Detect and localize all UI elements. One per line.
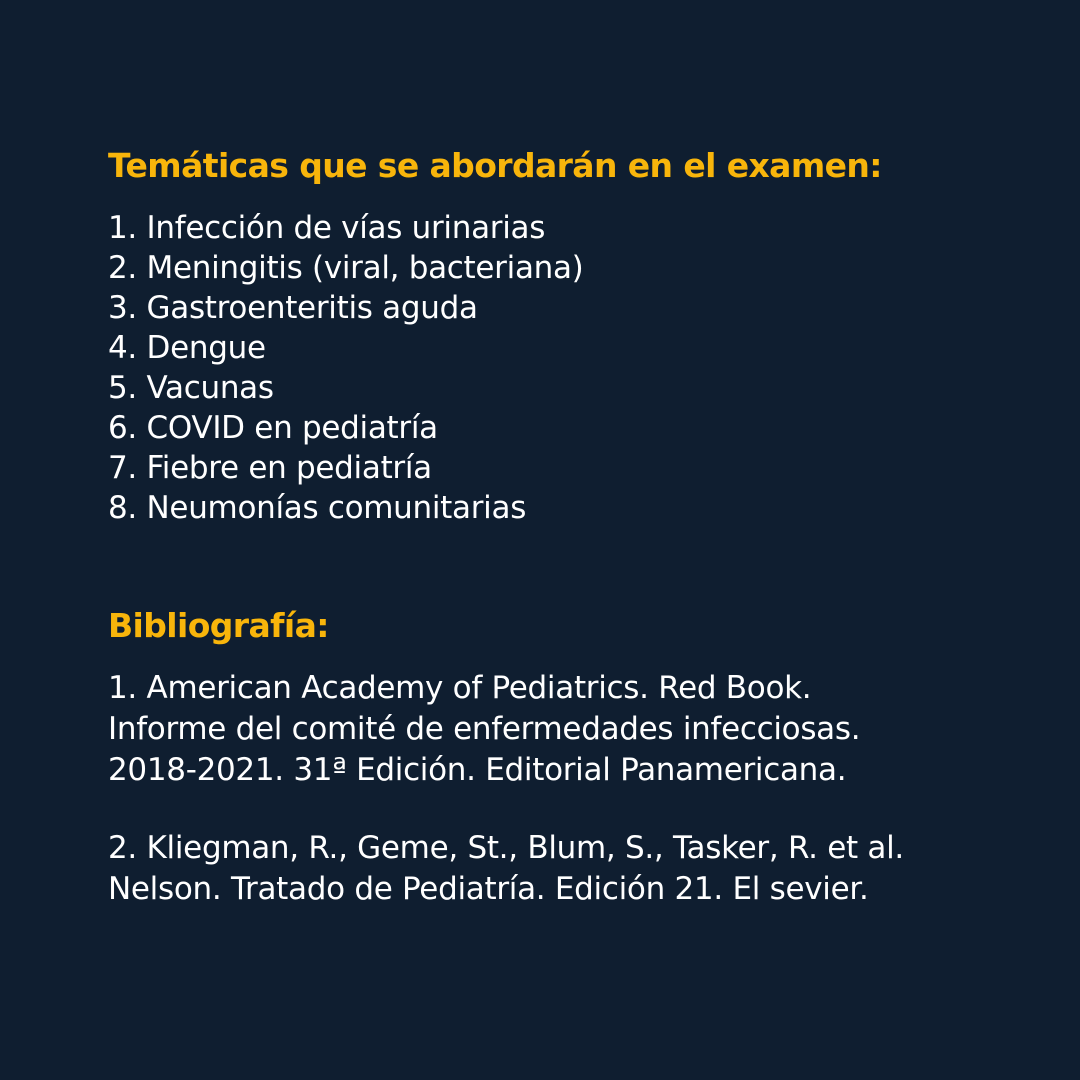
reference-line: 2. Kliegman, R., Geme, St., Blum, S., Tasker, R. et al. (108, 830, 904, 866)
bibliography-reference-2 (108, 828, 904, 910)
bibliography-heading: Bibliografía: (108, 606, 329, 645)
topics-heading: Temáticas que se abordarán en el examen: (108, 146, 882, 185)
bibliography-reference-1 (108, 668, 860, 791)
reference-line: Nelson. Tratado de Pediatría. Edición 21. El sevier. (108, 871, 869, 907)
topic-item: 2. Meningitis (viral, bacteriana) (108, 250, 584, 286)
topic-item: 3. Gastroenteritis aguda (108, 290, 478, 326)
reference-line: Informe del comité de enfermedades infecciosas. (108, 711, 861, 747)
topics-list (108, 208, 583, 528)
topic-item: 8. Neumonías comunitarias (108, 490, 527, 526)
topic-item: 5. Vacunas (108, 370, 274, 406)
reference-line: 1. American Academy of Pediatrics. Red Book. (108, 670, 812, 706)
reference-line: 2018-2021. 31ª Edición. Editorial Panamericana. (108, 752, 847, 788)
topic-item: 4. Dengue (108, 330, 266, 366)
topic-item: 7. Fiebre en pediatría (108, 450, 432, 486)
topic-item: 6. COVID en pediatría (108, 410, 438, 446)
topic-item: 1. Infección de vías urinarias (108, 210, 546, 246)
